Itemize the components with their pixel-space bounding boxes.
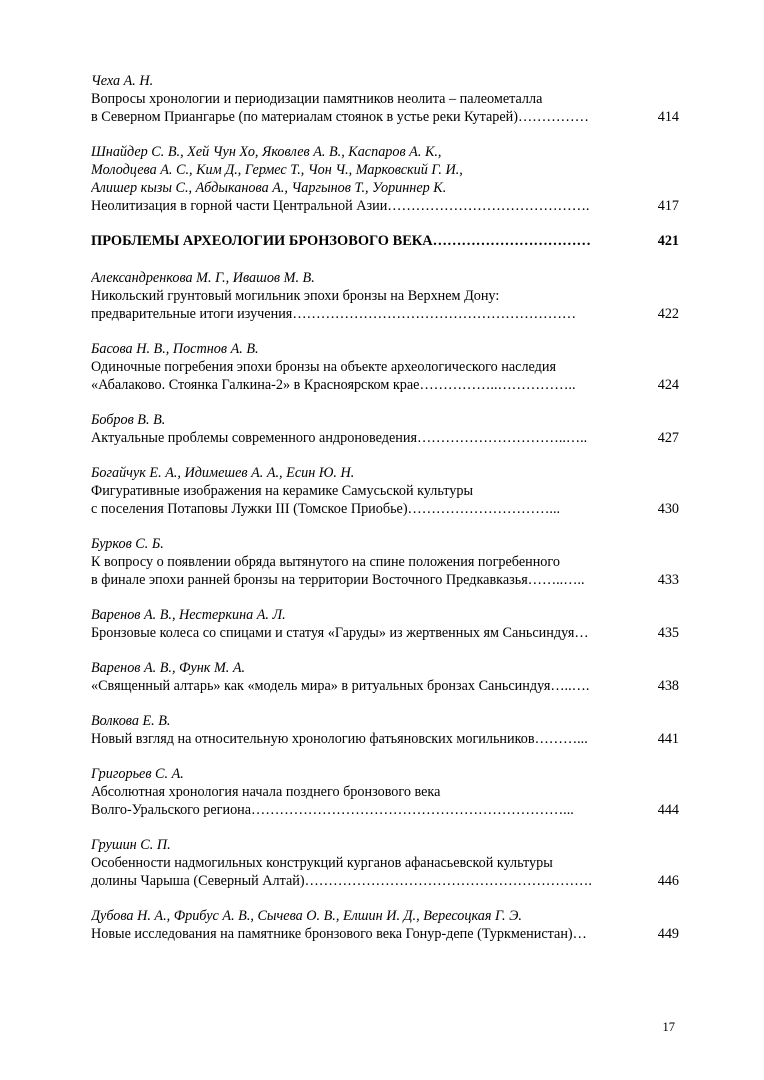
entry-title: Абсолютная хронология начала позднего бронзового века bbox=[91, 784, 441, 800]
entry-title: К вопросу о появлении обряда вытянутого на спине положения погребенного bbox=[91, 554, 560, 570]
entry-page-number: 414 bbox=[657, 109, 679, 125]
toc-entry bbox=[91, 659, 679, 695]
entry-title: предварительные итоги изучения…………………………………………………… bbox=[91, 306, 577, 322]
toc-entry bbox=[91, 72, 679, 126]
entry-title: долины Чарыша (Северный Алтай)……………………………………………………. bbox=[91, 873, 592, 889]
entry-page-number: 433 bbox=[657, 572, 679, 588]
entry-page-number: 424 bbox=[657, 377, 679, 393]
section-title: ПРОБЛЕМЫ АРХЕОЛОГИИ БРОНЗОВОГО ВЕКА…………………………… bbox=[91, 233, 591, 249]
entry-authors: Варенов А. В., Функ М. А. bbox=[91, 660, 246, 676]
toc-entry bbox=[91, 765, 679, 819]
entry-authors: Григорьев С. А. bbox=[91, 766, 184, 782]
entry-page-number: 417 bbox=[657, 198, 679, 214]
entry-page-number: 441 bbox=[657, 731, 679, 747]
entry-page-number: 438 bbox=[657, 678, 679, 694]
toc-entry bbox=[91, 464, 679, 518]
entry-title: Одиночные погребения эпохи бронзы на объекте археологического наследия bbox=[91, 359, 556, 375]
entry-page-number: 427 bbox=[657, 430, 679, 446]
entry-page-number: 446 bbox=[657, 873, 679, 889]
entry-authors: Басова Н. В., Постнов А. В. bbox=[91, 341, 259, 357]
entry-page-number: 430 bbox=[657, 501, 679, 517]
entry-title: в финале эпохи ранней бронзы на территории Восточного Предкавказья……..….. bbox=[91, 572, 585, 588]
entry-page-number: 422 bbox=[657, 306, 679, 322]
entry-title: «Абалаково. Стоянка Галкина-2» в Красноярском крае……………..…………….. bbox=[91, 377, 576, 393]
entry-authors: Дубова Н. А., Фрибус А. В., Сычева О. В., Елшин И. Д., Вересоцкая Г. Э. bbox=[91, 908, 522, 924]
entry-title: Новый взгляд на относительную хронологию фатьяновских могильников………... bbox=[91, 731, 588, 747]
entry-authors: Алишер кызы С., Абдыканова А., Чаргынов Т., Уориннер К. bbox=[91, 180, 447, 196]
entry-authors: Волкова Е. В. bbox=[91, 713, 171, 729]
toc-entry bbox=[91, 269, 679, 323]
table-of-contents bbox=[91, 72, 679, 960]
toc-entry bbox=[91, 143, 679, 215]
entry-authors: Богайчук Е. А., Идимешев А. А., Есин Ю. Н. bbox=[91, 465, 355, 481]
entry-title: Особенности надмогильных конструкций курганов афанасьевской культуры bbox=[91, 855, 553, 871]
entry-title: Актуальные проблемы современного андроноведения…………………………..….. bbox=[91, 430, 588, 446]
entry-authors: Шнайдер С. В., Хей Чун Хо, Яковлев А. В., Каспаров А. К., bbox=[91, 144, 442, 160]
toc-entry bbox=[91, 712, 679, 748]
toc-entry bbox=[91, 606, 679, 642]
toc-entry bbox=[91, 907, 679, 943]
entry-title: Вопросы хронологии и периодизации памятников неолита – палеометалла bbox=[91, 91, 543, 107]
toc-entry bbox=[91, 535, 679, 589]
entry-title: Фигуративные изображения на керамике Самусьской культуры bbox=[91, 483, 474, 499]
entry-page-number: 421 bbox=[657, 233, 679, 249]
entry-title: Бронзовые колеса со спицами и статуя «Гаруды» из жертвенных ям Саньсиндуя… bbox=[91, 625, 589, 641]
entry-authors: Чеха А. Н. bbox=[91, 73, 154, 89]
entry-authors: Бобров В. В. bbox=[91, 412, 166, 428]
toc-section-heading bbox=[91, 232, 679, 250]
entry-page-number: 444 bbox=[657, 802, 679, 818]
entry-title: Волго-Уральского региона…………………………………………………………... bbox=[91, 802, 574, 818]
entry-title: с поселения Потаповы Лужки III (Томское Приобье)…………………………... bbox=[91, 501, 561, 517]
entry-title: в Северном Приангарье (по материалам стоянок в устье реки Кутарей)…………… bbox=[91, 109, 589, 125]
entry-authors: Бурков С. Б. bbox=[91, 536, 164, 552]
page-number: 17 bbox=[662, 1020, 675, 1034]
entry-title: Новые исследования на памятнике бронзового века Гонур-депе (Туркменистан)… bbox=[91, 926, 587, 942]
entry-authors: Молодцева А. С., Ким Д., Гермес Т., Чон Ч., Марковский Г. И., bbox=[91, 162, 463, 178]
toc-entry bbox=[91, 340, 679, 394]
entry-title: Неолитизация в горной части Центральной Азии……………………………………. bbox=[91, 198, 590, 214]
entry-authors: Александренкова М. Г., Ивашов М. В. bbox=[91, 270, 315, 286]
entry-authors: Варенов А. В., Нестеркина А. Л. bbox=[91, 607, 286, 623]
entry-page-number: 449 bbox=[657, 926, 679, 942]
toc-entry bbox=[91, 411, 679, 447]
entry-authors: Грушин С. П. bbox=[91, 837, 171, 853]
entry-page-number: 435 bbox=[657, 625, 679, 641]
entry-title: «Священный алтарь» как «модель мира» в ритуальных бронзах Саньсиндуя…..…. bbox=[91, 678, 590, 694]
toc-entry bbox=[91, 836, 679, 890]
entry-title: Никольский грунтовый могильник эпохи бронзы на Верхнем Дону: bbox=[91, 288, 500, 304]
